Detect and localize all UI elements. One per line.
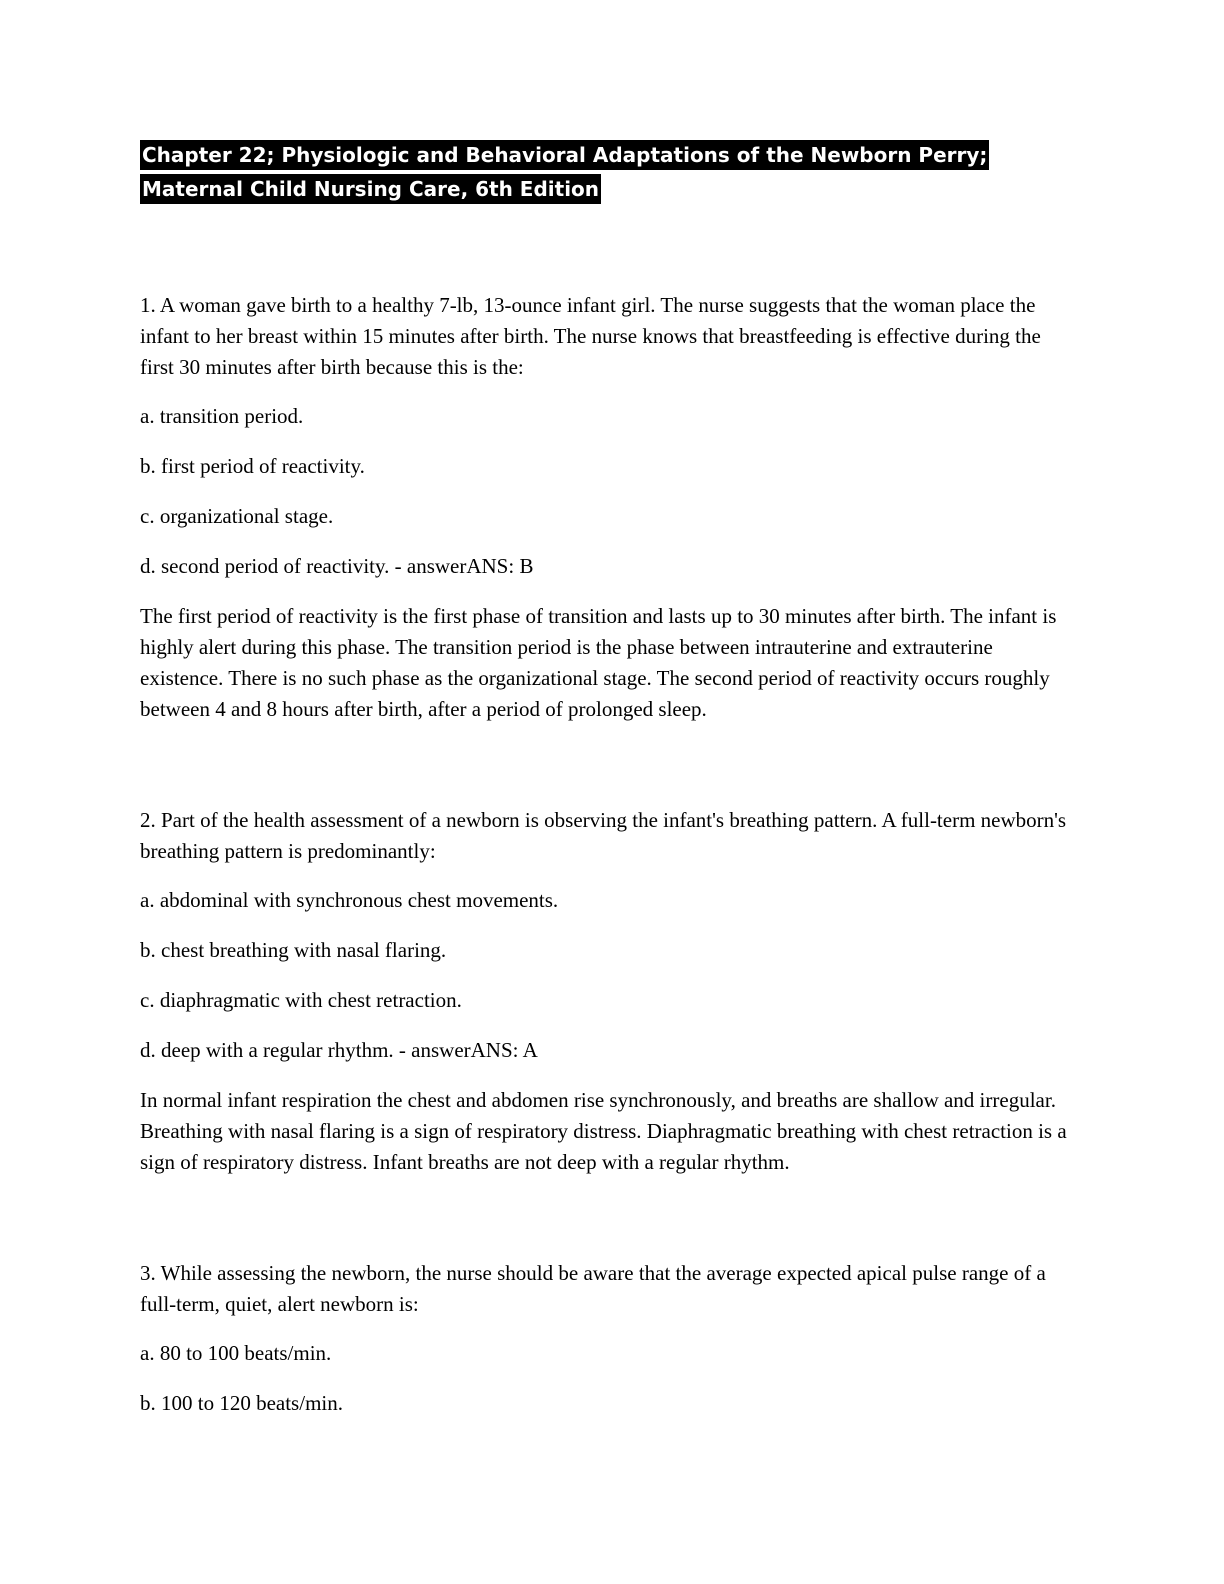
document-title	[140, 140, 1070, 208]
answer-option-a: a. 80 to 100 beats/min.	[140, 1341, 332, 1365]
title-line-2: Maternal Child Nursing Care, 6th Edition	[140, 174, 601, 204]
question-stem: 1. A woman gave birth to a healthy 7-lb, 13-ounce infant girl. The nurse suggests that the woman place the infant to her breast within 15 minutes after birth. The nurse knows that breastfeeding is effective during the first 30 minutes after birth because this is the:	[140, 293, 1041, 379]
answer-option-b: b. chest breathing with nasal flaring.	[140, 938, 447, 962]
answer-option-b: b. 100 to 120 beats/min.	[140, 1391, 343, 1415]
question-stem: 2. Part of the health assessment of a newborn is observing the infant's breathing pattern. A full-term newborn's breathing pattern is predominantly:	[140, 808, 1067, 863]
answer-option-b: b. first period of reactivity.	[140, 454, 365, 478]
question-2	[140, 805, 1070, 1178]
answer-option-c: c. organizational stage.	[140, 504, 334, 528]
answer-option-d: d. second period of reactivity. - answerANS: B	[140, 554, 534, 578]
answer-option-a: a. abdominal with synchronous chest movements.	[140, 888, 559, 912]
document-page	[140, 140, 1070, 1438]
question-stem: 3. While assessing the newborn, the nurse should be aware that the average expected apical pulse range of a full-term, quiet, alert newborn is:	[140, 1261, 1046, 1316]
answer-rationale: The first period of reactivity is the first phase of transition and lasts up to 30 minutes after birth. The infant is highly alert during this phase. The transition period is the phase between intrauterine and extrauterine existence. There is no such phase as the organizational stage. The second period of reactivity occurs roughly between 4 and 8 hours after birth, after a period of prolonged sleep.	[140, 604, 1057, 721]
answer-option-a: a. transition period.	[140, 404, 304, 428]
answer-rationale: In normal infant respiration the chest and abdomen rise synchronously, and breaths are shallow and irregular. Breathing with nasal flaring is a sign of respiratory distress. Diaphragmatic breathing with chest retraction is a sign of respiratory distress. Infant breaths are not deep with a regular rhythm.	[140, 1088, 1067, 1174]
answer-option-d: d. deep with a regular rhythm. - answerANS: A	[140, 1038, 538, 1062]
question-1	[140, 290, 1070, 725]
title-line-1: Chapter 22; Physiologic and Behavioral Adaptations of the Newborn Perry;	[140, 140, 989, 170]
question-3	[140, 1258, 1070, 1419]
answer-option-c: c. diaphragmatic with chest retraction.	[140, 988, 462, 1012]
